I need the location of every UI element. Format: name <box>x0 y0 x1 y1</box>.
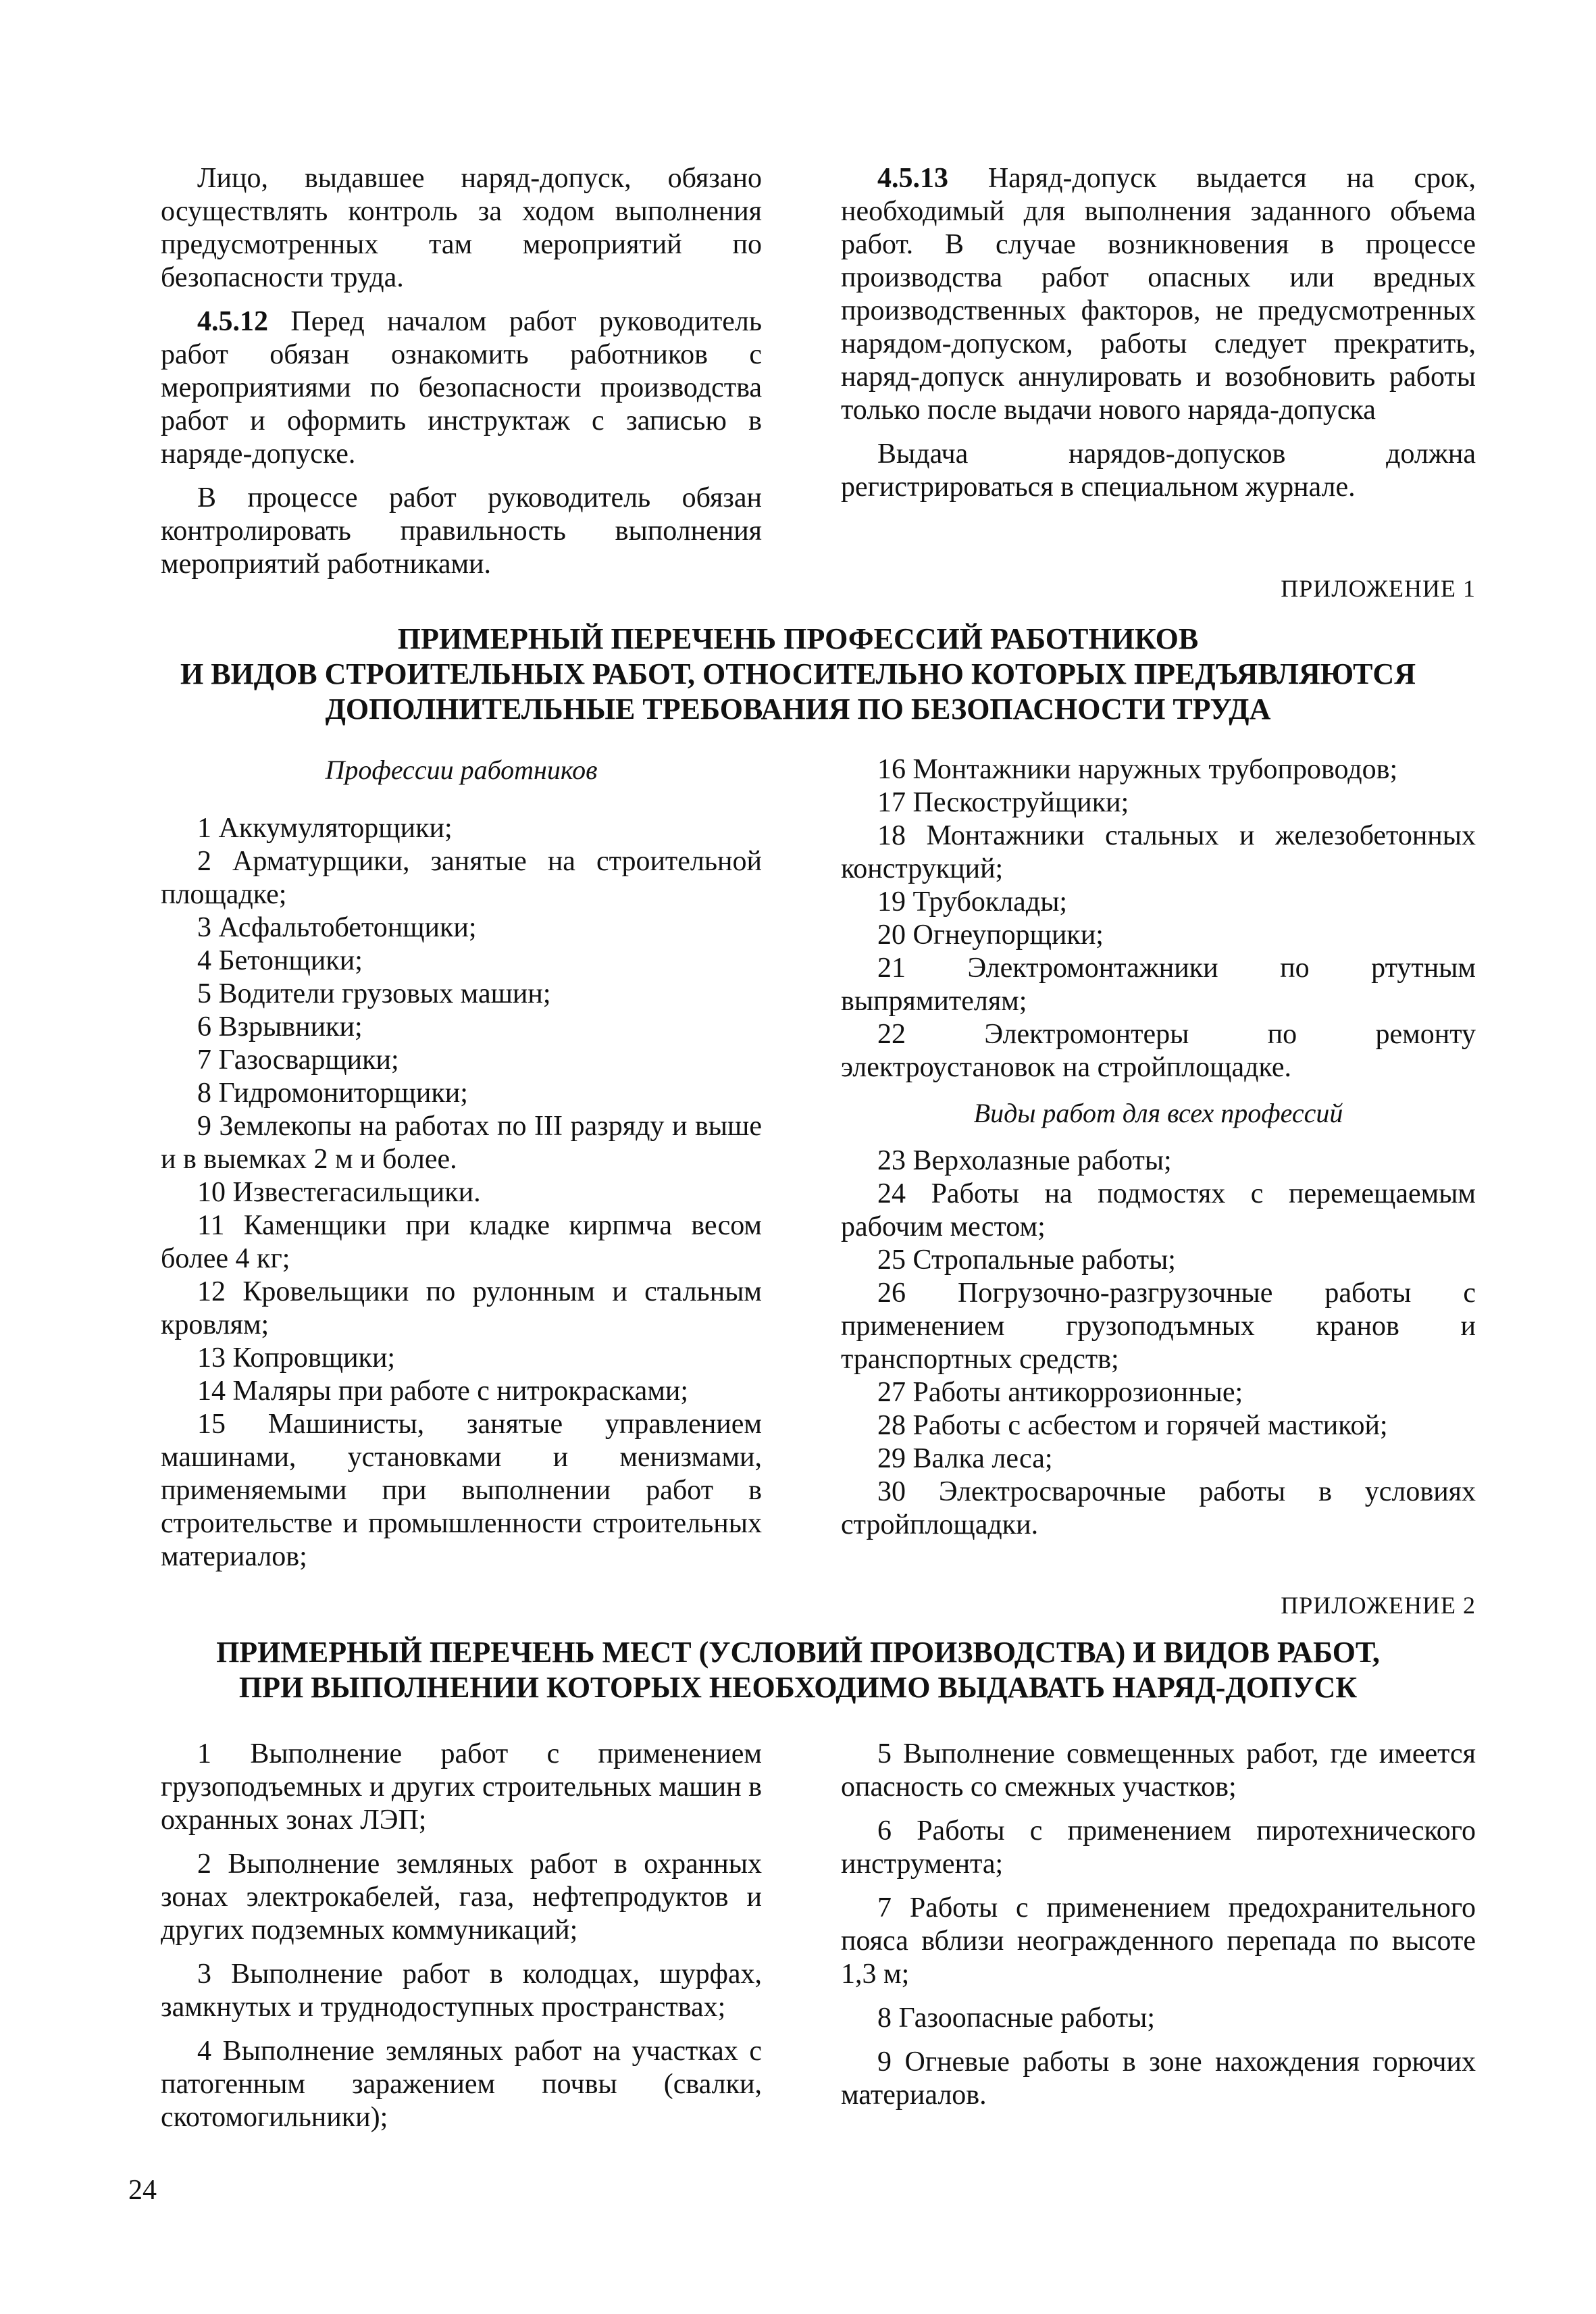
list-item: 8 Гидромониторщики; <box>197 1078 468 1109</box>
title-line: ПРИМЕРНЫЙ ПЕРЕЧЕНЬ МЕСТ (УСЛОВИЙ ПРОИЗВОДСТВА) И ВИДОВ РАБОТ, <box>216 1636 1380 1669</box>
list-item: 9 Огневые работы в зоне нахождения горючих материалов. <box>841 2046 1476 2111</box>
professions-right-column <box>841 753 1476 1542</box>
list-item: 5 Выполнение совмещенных работ, где имеется опасность со смежных участков; <box>841 1738 1476 1803</box>
list-item: 6 Работы с применением пиротехнического инструмента; <box>841 1815 1476 1880</box>
list-item: 7 Газосварщики; <box>197 1045 399 1076</box>
paragraph-4-5-12 <box>161 305 762 471</box>
list-item: 16 Монтажники наружных трубопроводов; <box>877 754 1398 785</box>
list-item: 1 Аккумуляторщики; <box>197 813 453 844</box>
list-item: 28 Работы с асбестом и горячей мастикой; <box>877 1410 1388 1441</box>
list-item: 30 Электросварочные работы в условиях стройплощадки. <box>841 1476 1476 1540</box>
list-item: 4 Выполнение земляных работ на участках с патогенным заражением почвы (свалки, скотомогильники); <box>161 2036 762 2133</box>
title-line: ДОПОЛНИТЕЛЬНЫЕ ТРЕБОВАНИЯ ПО БЕЗОПАСНОСТИ ТРУДА <box>325 693 1271 726</box>
appendix-2-right-column <box>841 1738 1476 2112</box>
title-line: И ВИДОВ СТРОИТЕЛЬНЫХ РАБОТ, ОТНОСИТЕЛЬНО КОТОРЫХ ПРЕДЪЯВЛЯЮТСЯ <box>180 657 1416 690</box>
paragraph: Лицо, выдавшее наряд-допуск, обязано осуществлять контроль за ходом выполнения предусмотренных там мероприятий по безопасности труда. <box>161 163 762 293</box>
list-item: 3 Выполнение работ в колодцах, шурфах, замкнутых и труднодоступных пространствах; <box>161 1959 762 2023</box>
list-item: 6 Взрывники; <box>197 1011 363 1042</box>
top-left-column <box>161 162 762 581</box>
paragraph: В процессе работ руководитель обязан контролировать правильность выполнения мероприятий работниками. <box>161 482 762 580</box>
list-item: 1 Выполнение работ с применением грузоподъемных и других строительных машин в охранных зонах ЛЭП; <box>161 1738 762 1836</box>
list-item: 14 Маляры при работе с нитрокрасками; <box>197 1376 689 1407</box>
clause-number: 4.5.12 <box>197 306 268 337</box>
list-item: 10 Известегасильщики. <box>197 1177 481 1208</box>
title-line: ПРИ ВЫПОЛНЕНИИ КОТОРЫХ НЕОБХОДИМО ВЫДАВАТЬ НАРЯД-ДОПУСК <box>238 1671 1358 1704</box>
appendix-2-title <box>122 1635 1474 1705</box>
list-item: 18 Монтажники стальных и железобетонных конструкций; <box>841 820 1476 884</box>
list-item: 29 Валка леса; <box>877 1443 1053 1474</box>
list-item: 2 Выполнение земляных работ в охранных зонах электрокабелей, газа, нефтепродуктов и других подземных коммуникаций; <box>161 1848 762 1946</box>
list-item: 23 Верхолазные работы; <box>877 1145 1172 1176</box>
clause-text: Наряд-допуск выдается на срок, необходимый для выполнения заданного объема работ. В случае возникновения в процессе производства работ опасных или вредных производственных факторов, не предусмотренных нарядом-допуском, работы следует прекратить, наряд-допуск аннулировать и возобновить работы только после выдачи нового наряда-допуска <box>841 163 1476 426</box>
list-item: 20 Огнеупорщики; <box>877 920 1104 951</box>
clause-text: Перед началом работ руководитель работ обязан ознакомить работников с мероприятиями по безопасности производства работ и оформить инструктаж с записью в наряде-допуске. <box>161 306 762 470</box>
appendix-label: ПРИЛОЖЕНИЕ 2 <box>1281 1592 1476 1619</box>
appendix-1-title <box>122 622 1474 727</box>
professions-left-column <box>161 753 762 1574</box>
appendix-2-left-column <box>161 1738 762 2134</box>
list-item: 3 Асфальтобетонщики; <box>197 912 477 943</box>
list-item: 11 Каменщики при кладке кирпмча весом более 4 кг; <box>161 1210 762 1274</box>
list-item: 25 Стропальные работы; <box>877 1244 1176 1276</box>
list-item: 12 Кровельщики по рулонным и стальным кровлям; <box>161 1276 762 1340</box>
list-item: 21 Электромонтажники по ртутным выпрямителям; <box>841 953 1476 1017</box>
list-item: 22 Электромонтеры по ремонту электроустановок на стройплощадке. <box>841 1019 1476 1083</box>
list-item: 2 Арматурщики, занятые на строительной площадке; <box>161 846 762 910</box>
appendix-label: ПРИЛОЖЕНИЕ 1 <box>1281 575 1476 602</box>
paragraph: Выдача нарядов-допусков должна регистрироваться в специальном журнале. <box>841 438 1476 503</box>
top-right-column <box>841 162 1476 504</box>
list-item: 9 Землекопы на работах по III разряду и выше и в выемках 2 м и более. <box>161 1111 762 1175</box>
clause-number: 4.5.13 <box>877 163 948 194</box>
page-number: 24 <box>128 2175 157 2206</box>
list-item: 27 Работы антикоррозионные; <box>877 1377 1243 1408</box>
list-item: 7 Работы с применением предохранительного пояса вблизи неогражденного перепада по высоте 1,3 м; <box>841 1892 1476 1990</box>
title-line: ПРИМЕРНЫЙ ПЕРЕЧЕНЬ ПРОФЕССИЙ РАБОТНИКОВ <box>397 622 1199 655</box>
professions-heading: Профессии работников <box>325 755 598 785</box>
paragraph-4-5-13 <box>841 162 1476 427</box>
works-heading: Виды работ для всех профессий <box>973 1098 1343 1128</box>
list-item: 24 Работы на подмостях с перемещаемым рабочим местом; <box>841 1178 1476 1242</box>
list-item: 8 Газоопасные работы; <box>877 2003 1156 2034</box>
list-item: 26 Погрузочно-разгрузочные работы с применением грузоподъмных кранов и транспортных средств; <box>841 1278 1476 1375</box>
list-item: 15 Машинисты, занятые управлением машинами, установками и менизмами, применяемыми при выполнении работ в строительстве и промышленности строительных материалов; <box>161 1409 762 1572</box>
list-item: 4 Бетонщики; <box>197 945 363 976</box>
list-item: 13 Копровщики; <box>197 1342 396 1374</box>
list-item: 17 Пескоструйщики; <box>877 787 1129 818</box>
list-item: 5 Водители грузовых машин; <box>197 978 551 1009</box>
list-item: 19 Трубоклады; <box>877 886 1068 917</box>
